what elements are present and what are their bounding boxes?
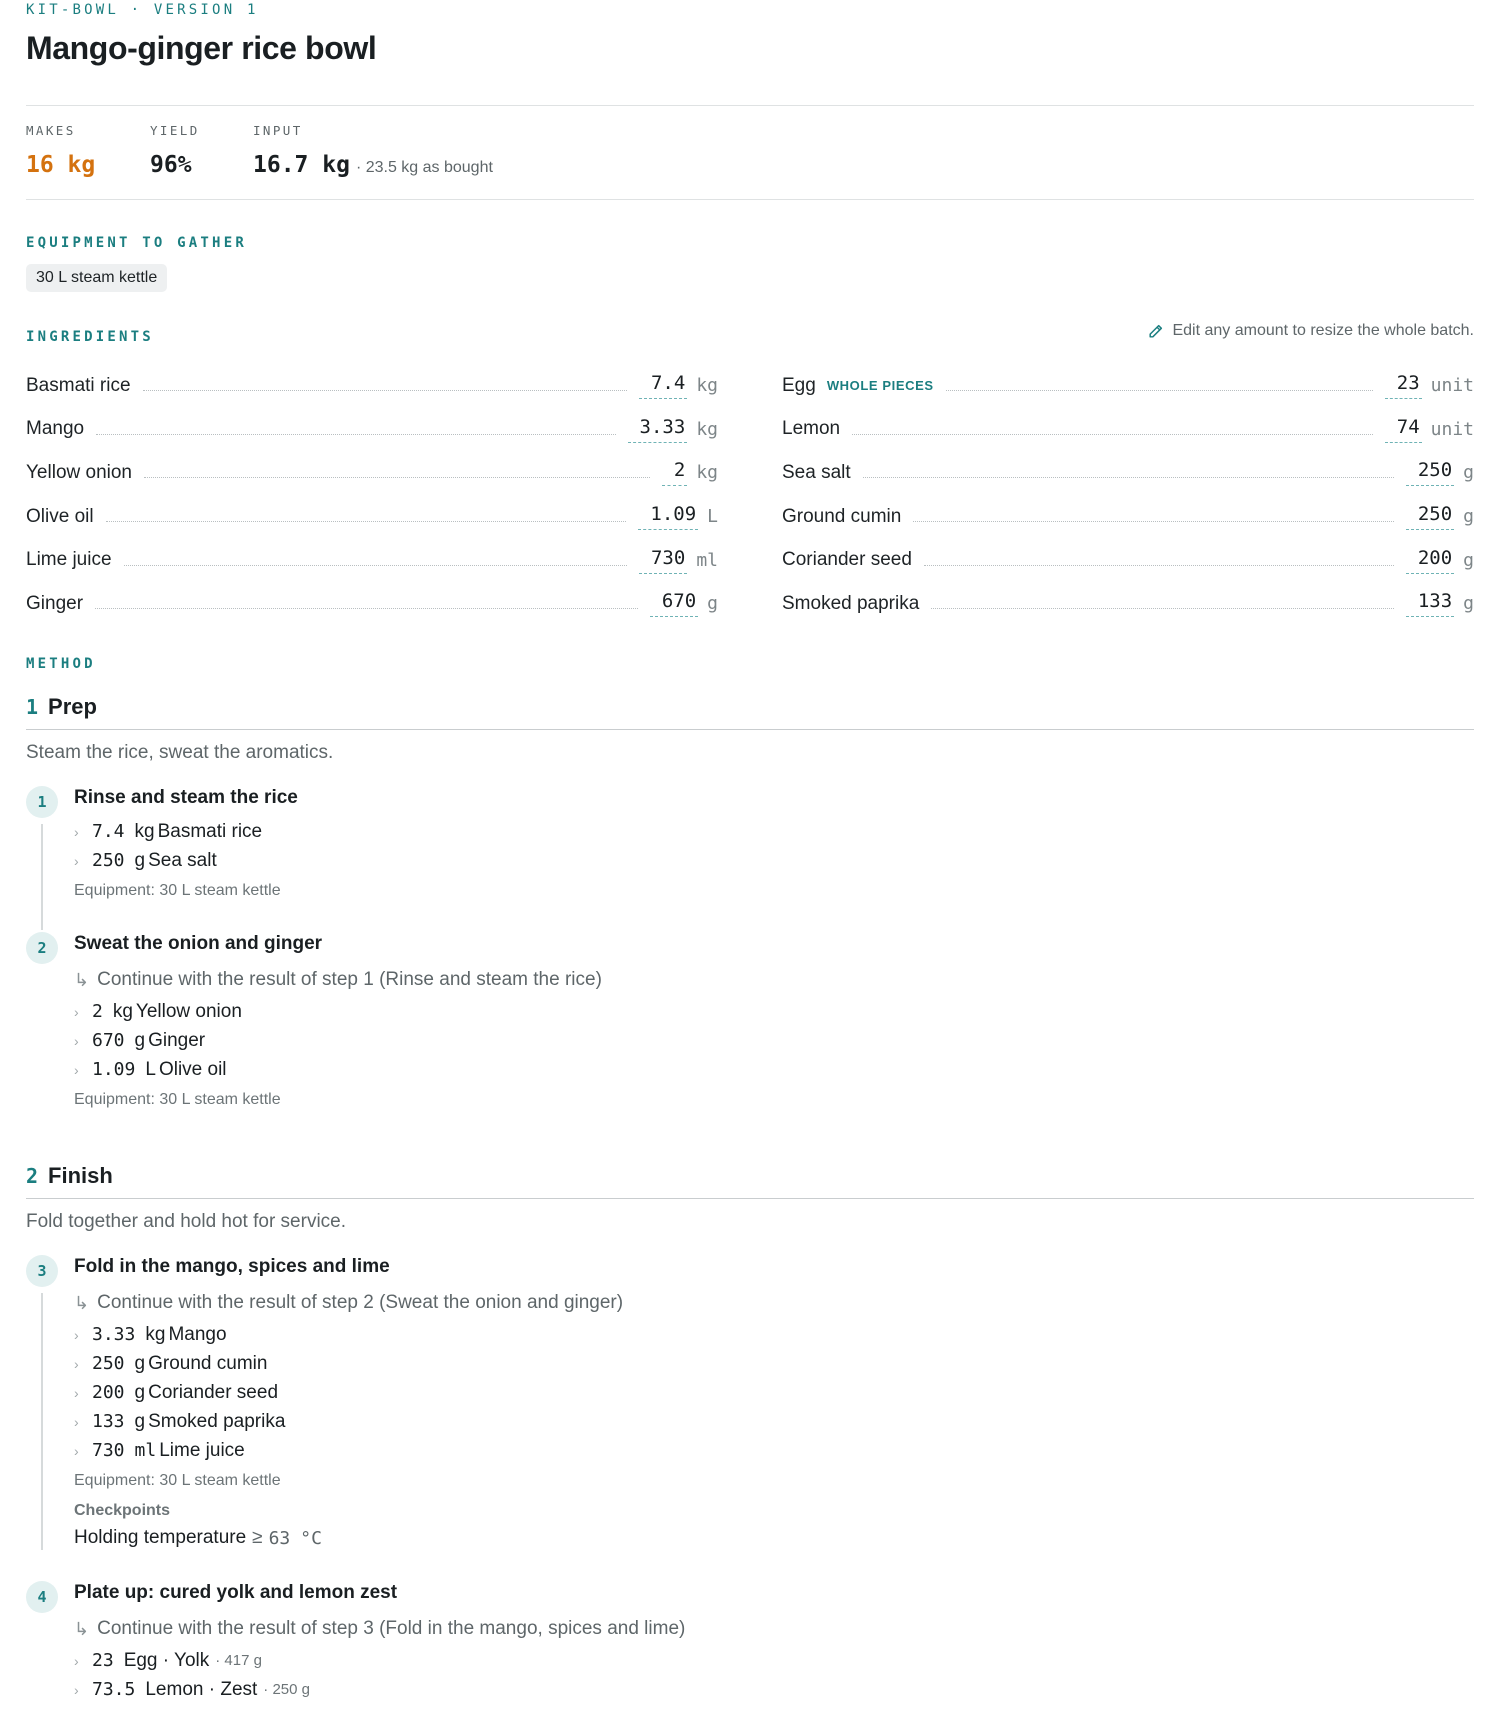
- chevron-right-icon: ›: [74, 1061, 79, 1078]
- leader-dots: [924, 565, 1394, 566]
- stat-input-sub: · 23.5 kg as bought: [355, 159, 493, 176]
- leader-dots: [96, 434, 615, 435]
- leader-dots: [913, 521, 1393, 522]
- step-ingredient: [74, 1436, 1474, 1465]
- item-name: Sea salt: [148, 849, 217, 871]
- return-arrow-icon: ↳: [74, 1618, 90, 1639]
- item-weight: · 250 g: [263, 1681, 310, 1698]
- item-quantity: 250: [92, 850, 125, 871]
- chevron-right-icon: ›: [74, 1326, 79, 1343]
- chevron-right-icon: ›: [74, 852, 79, 869]
- step-ingredient: [74, 1378, 1474, 1407]
- ingredient-name: Yellow onion: [26, 461, 132, 483]
- item-unit: g: [134, 849, 146, 871]
- ingredient-row: [26, 408, 718, 452]
- checkpoint-name: Holding temperature: [74, 1527, 247, 1548]
- step-ingredient: [74, 1320, 1474, 1349]
- ingredient-unit: g: [707, 593, 718, 615]
- ingredient-unit: unit: [1430, 375, 1474, 397]
- step-equipment: Equipment: 30 L steam kettle: [74, 882, 281, 899]
- phase-title: Finish: [48, 1163, 113, 1188]
- step-title: Fold in the mango, spices and lime: [74, 1256, 390, 1277]
- checkpoint-row: [74, 1524, 1474, 1552]
- ingredient-name: Ground cumin: [782, 505, 902, 527]
- stat-value: [253, 152, 493, 178]
- ingredient-unit: kg: [696, 462, 718, 484]
- ingredient-amount-input[interactable]: 250: [1406, 503, 1454, 530]
- recipe-code: KIT-BOWL · VERSION 1: [26, 2, 259, 18]
- step-1: [74, 787, 1474, 907]
- item-unit: g: [134, 1352, 146, 1374]
- item-unit: kg: [134, 820, 155, 842]
- ingredient-amount-input[interactable]: 3.33: [628, 416, 688, 443]
- ingredient-amount-input[interactable]: 2: [662, 459, 687, 486]
- ingredient-name: Basmati rice: [26, 374, 131, 396]
- step-title: Rinse and steam the rice: [74, 787, 298, 808]
- stat-label: YIELD: [150, 123, 200, 138]
- stat-input: [253, 123, 493, 178]
- leader-dots: [144, 477, 650, 478]
- ingredient-unit: L: [707, 506, 718, 528]
- leader-dots: [124, 565, 627, 566]
- phase-description: Steam the rice, sweat the aromatics.: [26, 742, 334, 763]
- item-unit: g: [134, 1029, 146, 1051]
- ingredient-amount-input[interactable]: 1.09: [638, 503, 698, 530]
- phase-title: Prep: [48, 694, 97, 719]
- ingredient-name: Sea salt: [782, 461, 851, 483]
- ingredient-unit: g: [1463, 549, 1474, 571]
- chevron-right-icon: ›: [74, 1384, 79, 1401]
- equipment-chip: 30 L steam kettle: [26, 264, 167, 292]
- item-weight: · 417 g: [215, 1652, 262, 1669]
- item-unit: g: [134, 1381, 146, 1403]
- item-quantity: 670: [92, 1030, 125, 1051]
- step-number-badge: 1: [26, 786, 58, 818]
- step-ingredient: [74, 1349, 1474, 1378]
- stat-input-value: 16.7 kg: [253, 152, 350, 178]
- phase-heading: [26, 694, 97, 720]
- ingredient-tag: WHOLE PIECES: [826, 378, 934, 394]
- item-name: Basmati rice: [157, 820, 263, 842]
- ingredient-name: Coriander seed: [782, 549, 912, 571]
- chevron-right-icon: ›: [74, 1032, 79, 1049]
- step-continuation: [74, 1286, 1474, 1320]
- ingredient-row: [26, 538, 718, 582]
- ingredient-row: [26, 364, 718, 408]
- item-name: Olive oil: [158, 1058, 227, 1080]
- ingredients-left-column: [26, 364, 718, 626]
- equipment-heading: EQUIPMENT TO GATHER: [26, 235, 247, 251]
- divider: [26, 729, 1474, 730]
- ingredient-unit: g: [1463, 462, 1474, 484]
- step-number-badge: 3: [26, 1255, 58, 1287]
- item-name: Lime juice: [159, 1439, 245, 1461]
- ingredient-unit: kg: [696, 375, 718, 397]
- leader-dots: [95, 608, 638, 609]
- stat-label: MAKES: [26, 123, 76, 138]
- checkpoint-unit: °C: [300, 1527, 322, 1549]
- leader-dots: [931, 608, 1394, 609]
- chevron-right-icon: ›: [74, 1355, 79, 1372]
- step-connector: [41, 824, 43, 930]
- ingredient-row: [782, 364, 1474, 408]
- leader-dots: [106, 521, 627, 522]
- continuation-text: Continue with the result of step 2 (Sweat the onion and ginger): [97, 1292, 624, 1313]
- step-number-badge: 4: [26, 1581, 58, 1613]
- ingredient-row: [782, 451, 1474, 495]
- step-title: Plate up: cured yolk and lemon zest: [74, 1582, 398, 1603]
- ingredient-row: [26, 451, 718, 495]
- step-4: [74, 1582, 1474, 1704]
- stat-value: 16 kg: [26, 152, 96, 178]
- ingredient-name: Lime juice: [26, 549, 112, 571]
- ingredient-row: [26, 495, 718, 539]
- checkpoint-operator: ≥: [252, 1527, 263, 1548]
- chevron-right-icon: ›: [74, 1003, 79, 1020]
- ingredient-name: Smoked paprika: [782, 592, 920, 614]
- ingredient-name: Lemon: [782, 418, 841, 440]
- ingredient-unit: ml: [696, 549, 718, 571]
- step-ingredient: [74, 817, 1474, 846]
- stat-makes: [26, 123, 95, 178]
- ingredients-right-column: [782, 364, 1474, 626]
- leader-dots: [852, 434, 1373, 435]
- continuation-text: Continue with the result of step 3 (Fold in the mango, spices and lime): [97, 1618, 686, 1639]
- item-unit: ml: [134, 1440, 157, 1461]
- stat-yield: [150, 123, 200, 178]
- ingredient-name: Egg: [782, 374, 816, 396]
- step-continuation: [74, 1612, 1474, 1646]
- ingredient-amount-input[interactable]: 730: [639, 547, 687, 574]
- ingredient-unit: g: [1463, 506, 1474, 528]
- method-heading: METHOD: [26, 656, 96, 672]
- item-unit: kg: [112, 1000, 133, 1022]
- divider: [26, 199, 1474, 200]
- ingredient-name: Olive oil: [26, 505, 94, 527]
- step-3: [74, 1256, 1474, 1552]
- ingredient-amount-input[interactable]: 23: [1385, 372, 1422, 399]
- stat-value: 96%: [150, 152, 192, 178]
- item-name: Smoked paprika: [148, 1410, 286, 1432]
- checkpoint-value: 63: [268, 1527, 291, 1549]
- ingredient-unit: kg: [696, 418, 718, 440]
- ingredient-amount-input[interactable]: 74: [1385, 416, 1422, 443]
- stat-label: INPUT: [253, 123, 303, 138]
- resize-hint-text: Edit any amount to resize the whole batch.: [1172, 322, 1474, 339]
- ingredient-amount-input[interactable]: 133: [1406, 590, 1454, 617]
- item-quantity: 730: [92, 1440, 125, 1461]
- item-name: Ginger: [148, 1029, 206, 1051]
- item-name: Yellow onion: [135, 1000, 242, 1022]
- step-ingredient: [74, 846, 1474, 875]
- step-connector: [41, 1293, 43, 1550]
- checkpoints-label: Checkpoints: [74, 1501, 171, 1519]
- step-number-badge: 2: [26, 932, 58, 964]
- step-ingredient: [74, 1055, 1474, 1084]
- step-ingredient: [74, 1407, 1474, 1436]
- step-equipment: Equipment: 30 L steam kettle: [74, 1472, 281, 1489]
- item-unit: g: [134, 1410, 146, 1432]
- continuation-text: Continue with the result of step 1 (Rinse and steam the rice): [97, 969, 602, 990]
- item-quantity: 1.09: [92, 1059, 136, 1080]
- page-title: Mango-ginger rice bowl: [26, 30, 377, 66]
- item-name: Ground cumin: [148, 1352, 268, 1374]
- resize-hint: [1147, 322, 1474, 340]
- leader-dots: [143, 390, 627, 391]
- item-quantity: 23: [92, 1650, 114, 1671]
- ingredient-amount-input[interactable]: 670: [650, 590, 698, 617]
- item-unit: kg: [145, 1323, 166, 1345]
- item-quantity: 133: [92, 1411, 125, 1432]
- chevron-right-icon: ›: [74, 1413, 79, 1430]
- chevron-right-icon: ›: [74, 1442, 79, 1459]
- item-quantity: 3.33: [92, 1324, 136, 1345]
- return-arrow-icon: ↳: [74, 1292, 90, 1313]
- phase-heading: [26, 1163, 113, 1189]
- ingredient-name: Mango: [26, 418, 85, 440]
- item-name: Lemon · Zest: [145, 1678, 258, 1700]
- ingredient-unit: g: [1463, 593, 1474, 615]
- item-quantity: 7.4: [92, 821, 125, 842]
- item-quantity: 250: [92, 1353, 125, 1374]
- ingredient-unit: unit: [1430, 418, 1474, 440]
- pencil-icon: [1147, 323, 1164, 340]
- chevron-right-icon: ›: [74, 1652, 79, 1669]
- return-arrow-icon: ↳: [74, 969, 90, 990]
- ingredient-row: [782, 495, 1474, 539]
- phase-number: 1: [26, 695, 39, 719]
- ingredient-row: [26, 582, 718, 626]
- item-name: Egg · Yolk: [123, 1649, 210, 1671]
- step-ingredient: [74, 1026, 1474, 1055]
- step-continuation: [74, 963, 1474, 997]
- leader-dots: [863, 477, 1394, 478]
- step-ingredient: [74, 1675, 1474, 1704]
- ingredient-amount-input[interactable]: 7.4: [639, 372, 687, 399]
- step-title: Sweat the onion and ginger: [74, 933, 323, 954]
- step-ingredient: [74, 1646, 1474, 1675]
- chevron-right-icon: ›: [74, 823, 79, 840]
- chevron-right-icon: ›: [74, 1681, 79, 1698]
- item-name: Coriander seed: [148, 1381, 279, 1403]
- divider: [26, 1198, 1474, 1199]
- item-name: Mango: [168, 1323, 227, 1345]
- ingredient-name: Ginger: [26, 592, 84, 614]
- ingredient-row: [782, 582, 1474, 626]
- divider: [26, 105, 1474, 106]
- ingredients-heading: INGREDIENTS: [26, 329, 154, 345]
- leader-dots: [946, 390, 1373, 391]
- step-2: [74, 933, 1474, 1116]
- item-quantity: 2: [92, 1001, 103, 1022]
- item-unit: L: [145, 1058, 156, 1080]
- ingredient-row: [782, 408, 1474, 452]
- ingredient-amount-input[interactable]: 250: [1406, 459, 1454, 486]
- item-quantity: 73.5: [92, 1679, 136, 1700]
- item-quantity: 200: [92, 1382, 125, 1403]
- phase-number: 2: [26, 1164, 39, 1188]
- step-equipment: Equipment: 30 L steam kettle: [74, 1091, 281, 1108]
- ingredient-amount-input[interactable]: 200: [1406, 547, 1454, 574]
- ingredient-row: [782, 538, 1474, 582]
- step-ingredient: [74, 997, 1474, 1026]
- phase-description: Fold together and hold hot for service.: [26, 1211, 347, 1232]
